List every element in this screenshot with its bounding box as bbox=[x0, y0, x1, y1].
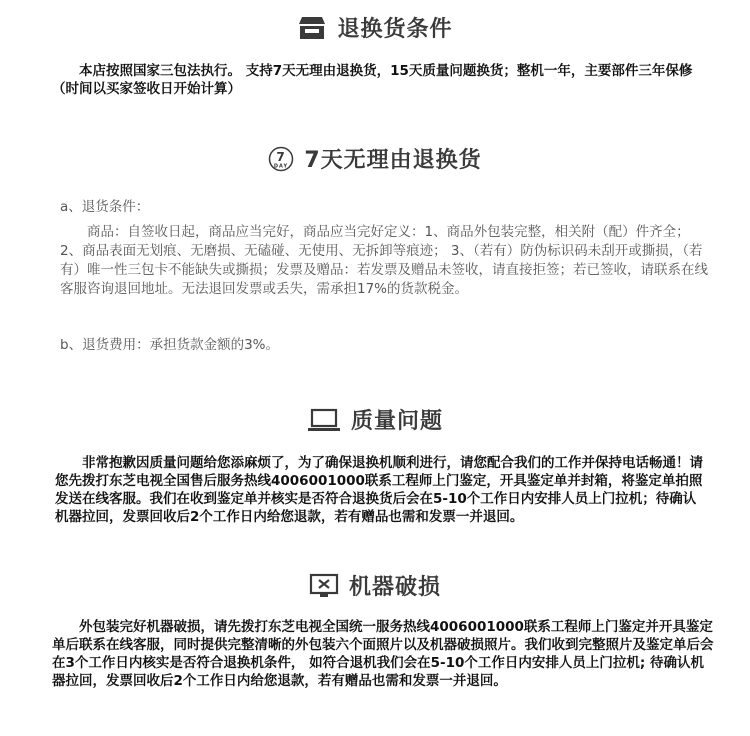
quality-text: 非常抱歉因质量问题给您添麻烦了，为了确保退换机顺利进行，请您配合我们的工作并保持电话畅通！请您先拨打东芝电视全国售后服务热线4006001000联系工程师上门鉴定，开具鉴定单并封箱，将鉴定单拍照发送在线客服。我们在收到鉴定单并核实是否符合退换货后会在5-10个工作日内安排人员上门拉机；待确认机器拉回，发票回收后2个工作日内给您退款，若有赠品也需和发票一并退回。 bbox=[55, 455, 703, 525]
broken-screen-icon bbox=[309, 573, 339, 599]
returns-heading bbox=[0, 12, 750, 43]
store-icon bbox=[297, 15, 327, 41]
seven-day-title: 7天无理由退换货 bbox=[304, 148, 482, 173]
damage-title: 机器破损 bbox=[348, 575, 441, 600]
returns-policy-text: 本店按照国家三包法执行。 支持7天无理由退换货，15天质量问题换货；整机一年，主要部件三年保修（时间以买家签收日开始计算） bbox=[52, 63, 693, 97]
return-condition-label: a、退货条件： bbox=[60, 199, 150, 215]
seven-day-badge-icon bbox=[268, 146, 294, 172]
damage-heading bbox=[0, 570, 750, 601]
damage-text: 外包装完好机器破损，请先拨打东芝电视全国统一服务热线4006001000联系工程师上门鉴定并开具鉴定单后联系在线客服，同时提供完整清晰的外包装六个面照片以及机器破损照片。我们收到完整照片及鉴定单后会在3个工作日内核实是否符合退换机条件， 如符合退机我们会在5-10个工作日内安排人员上门拉机; 待确认机器拉回，发票回收后2个工作日内给您退款，若有赠品也需和发票一并退回。 bbox=[52, 619, 714, 689]
badge-number: 7 bbox=[276, 149, 287, 164]
laptop-icon bbox=[307, 408, 341, 432]
quality-title: 质量问题 bbox=[350, 409, 443, 434]
badge-label: DAY bbox=[274, 163, 289, 169]
return-fee-text: b、退货费用：承担货款金额的3%。 bbox=[60, 337, 279, 353]
seven-day-heading bbox=[0, 143, 750, 174]
quality-heading bbox=[0, 404, 750, 435]
return-condition-text: 商品：自签收日起，商品应当完好，商品应当完好定义：1、商品外包装完整，相关附（配）件齐全； 2、商品表面无划痕、无磨损、无磕碰、无使用、无拆卸等痕迹； 3、（若有）防伪标识码未刮开或撕损，（若有）唯一性三包卡不能缺失或撕损；发票及赠品：若发票及赠品未签收，请直接拒签；若已签收，请联系在线客服咨询退回地址。无法退回发票或丢失，需承担17%的货款税金。 bbox=[60, 224, 708, 297]
returns-title: 退换货条件 bbox=[337, 17, 453, 42]
